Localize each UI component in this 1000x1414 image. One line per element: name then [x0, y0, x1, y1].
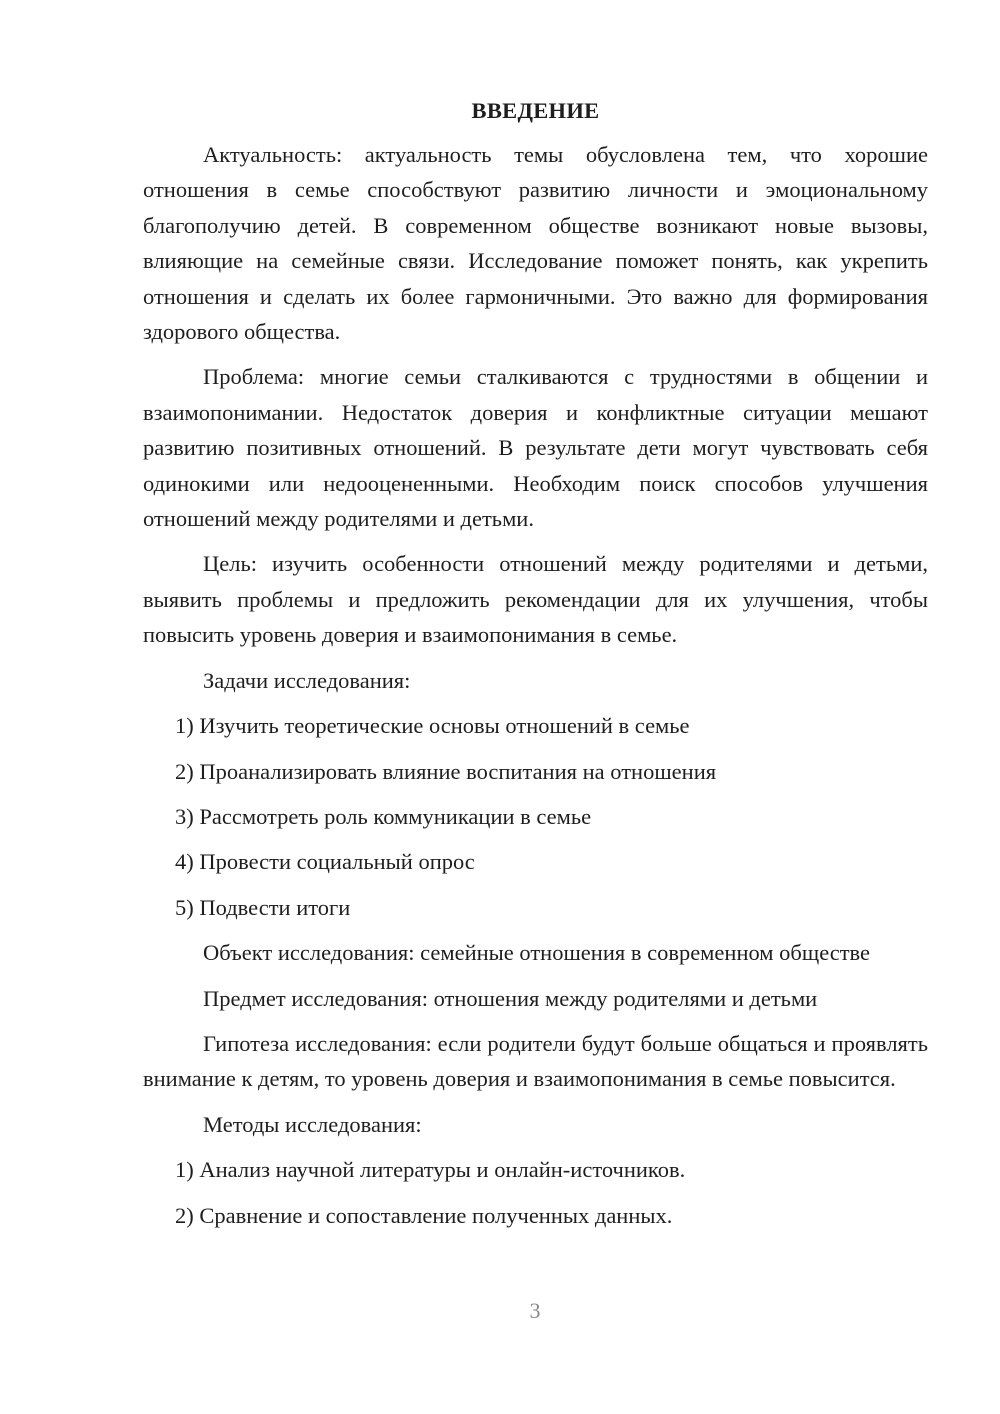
task-item: 1) Изучить теоретические основы отношений в семье — [175, 713, 690, 739]
task-item: 2) Проанализировать влияние воспитания на отношения — [175, 758, 717, 784]
task-item: 3) Рассмотреть роль коммуникации в семье — [175, 803, 592, 829]
goal-paragraph: Цель: изучить особенности отношений между родителями и детьми, выявить проблемы и предложить рекомендации для их улучшения, чтобы повысить уровень доверия и взаимопонимания в семье. — [143, 551, 928, 648]
tasks-heading: Задачи исследования: — [203, 667, 411, 693]
hypothesis-paragraph: Гипотеза исследования: если родители будут больше общаться и проявлять внимание к детям, то уровень доверия и взаимопонимания в семье повысится. — [143, 1030, 928, 1092]
task-item: 4) Провести социальный опрос — [175, 849, 475, 875]
relevance-paragraph: Актуальность: актуальность темы обусловлена тем, что хорошие отношения в семье способствуют развитию личности и эмоциональному благополучию детей. В современном обществе возникают новые вызовы, влияющие на семейные связи. Исследование поможет понять, как укрепить отношения и сделать их более гармоничными. Это важно для формирования здорового общества. — [143, 142, 928, 345]
page-content — [143, 92, 928, 1243]
problem-paragraph: Проблема: многие семьи сталкиваются с трудностями в общении и взаимопонимании. Недостаток доверия и конфликтные ситуации мешают развитию позитивных отношений. В результате дети могут чувствовать себя одинокими или недооцененными. Необходим поиск способов улучшения отношений между родителями и детьми. — [143, 364, 928, 532]
object-paragraph: Объект исследования: семейные отношения в современном обществе — [203, 940, 871, 966]
page-number: 3 — [529, 1298, 541, 1323]
subject-paragraph: Предмет исследования: отношения между родителями и детьми — [203, 985, 818, 1011]
section-title: ВВЕДЕНИЕ — [471, 98, 600, 123]
method-item: 1) Анализ научной литературы и онлайн-источников. — [175, 1157, 686, 1183]
task-item: 5) Подвести итоги — [175, 894, 351, 920]
methods-heading: Методы исследования: — [203, 1111, 422, 1137]
method-item: 2) Сравнение и сопоставление полученных данных. — [175, 1202, 673, 1228]
